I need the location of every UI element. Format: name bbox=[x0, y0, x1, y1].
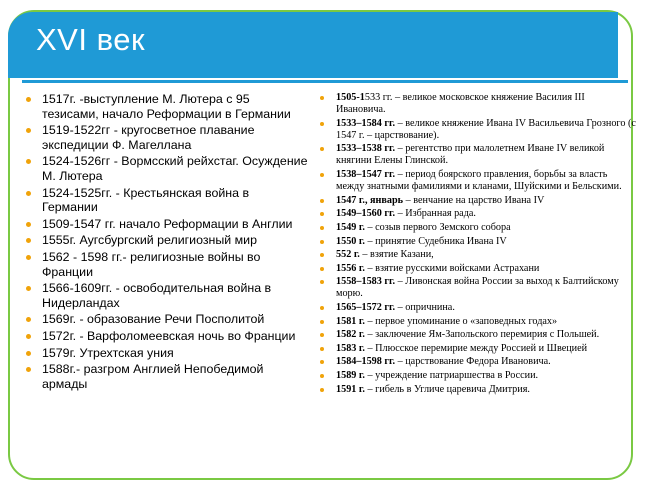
list-item: 1579г. Утрехтская уния bbox=[22, 346, 308, 361]
list-item-text: – Плюсское перемирие между Россией и Швецией bbox=[364, 342, 588, 354]
list-item bbox=[316, 263, 636, 275]
list-item bbox=[316, 222, 636, 234]
title-underline bbox=[22, 80, 628, 83]
list-item bbox=[316, 370, 636, 382]
list-item-text: – период боярского правления, борьбы за власть между знатными фамилиями и кланами, Шуйскими и Бельскими. bbox=[336, 169, 622, 193]
list-item bbox=[316, 302, 636, 314]
right-bullet-list bbox=[316, 92, 636, 396]
list-item-date: 1550 г. bbox=[336, 235, 365, 247]
list-item-date: 1583 г. bbox=[336, 342, 365, 354]
list-item-text: – великое княжение Ивана IV Васильевича Грозного (с 1547 г. – царствование). bbox=[336, 117, 636, 141]
list-item-date: 1549–1560 гг. bbox=[336, 208, 396, 220]
list-item bbox=[316, 356, 636, 368]
list-item: 1524-1526гг - Вормсский рейхстаг. Осуждение М. Лютера bbox=[22, 154, 308, 183]
list-item-date: 1533–1584 гг. bbox=[336, 117, 396, 129]
list-item-date: 1582 г. bbox=[336, 329, 365, 341]
list-item-date: 1581 г. bbox=[336, 315, 365, 327]
list-item bbox=[316, 169, 636, 193]
list-item bbox=[316, 195, 636, 207]
list-item-text: – принятие Судебника Ивана IV bbox=[364, 235, 507, 247]
list-item-text: – созыв первого Земского собора bbox=[364, 221, 511, 233]
right-column bbox=[314, 92, 636, 472]
list-item-text: – гибель в Угличе царевича Дмитрия. bbox=[364, 383, 530, 395]
left-column bbox=[18, 92, 308, 472]
list-item-text: – регентство при малолетнем Иване IV великой княгини Елены Глинской. bbox=[336, 143, 605, 167]
list-item bbox=[316, 118, 636, 142]
left-bullet-list bbox=[22, 92, 308, 391]
list-item bbox=[316, 92, 636, 116]
list-item-text: – заключение Ям-Запольского перемирия с Польшей. bbox=[364, 329, 600, 341]
list-item-date: 1558–1583 гг. bbox=[336, 276, 396, 288]
list-item-date: 1505-1 bbox=[336, 92, 365, 103]
list-item-text: – Избранная рада. bbox=[395, 208, 476, 220]
list-item-date: 1589 г. bbox=[336, 369, 365, 381]
content-columns bbox=[18, 92, 636, 472]
list-item-date: 1591 г. bbox=[336, 383, 365, 395]
list-item: 1517г. -выступление М. Лютера с 95 тезисами, начало Реформации в Германии bbox=[22, 92, 308, 121]
list-item bbox=[316, 329, 636, 341]
list-item: 1524-1525гг. - Крестьянская война в Германии bbox=[22, 186, 308, 215]
list-item bbox=[316, 343, 636, 355]
list-item: 1569г. - образование Речи Посполитой bbox=[22, 312, 308, 327]
list-item bbox=[316, 316, 636, 328]
title-bar bbox=[8, 12, 618, 78]
list-item bbox=[316, 249, 636, 261]
list-item: 1519-1522гг - кругосветное плавание экспедиции Ф. Магеллана bbox=[22, 123, 308, 152]
list-item-text: – опричнина. bbox=[395, 302, 455, 313]
list-item-text: – первое упоминание о «заповедных годах» bbox=[364, 315, 558, 327]
list-item: 1555г. Аугсбургский религиозный мир bbox=[22, 233, 308, 248]
list-item bbox=[316, 384, 636, 396]
list-item-date: 1565–1572 гг. bbox=[336, 302, 396, 313]
list-item-text: 533 гг. – великое московское княжение Василия III Ивановича. bbox=[336, 92, 585, 116]
list-item-date: 1533–1538 гг. bbox=[336, 143, 396, 155]
list-item bbox=[316, 276, 636, 300]
list-item-date: 1584–1598 гг. bbox=[336, 356, 396, 368]
list-item-text: – Ливонская война России за выход к Балтийскому морю. bbox=[336, 276, 619, 300]
list-item: 1572г. - Варфоломеевская ночь во Франции bbox=[22, 329, 308, 344]
list-item bbox=[316, 143, 636, 167]
list-item-text: – венчание на царство Ивана IV bbox=[403, 194, 545, 206]
list-item bbox=[316, 208, 636, 220]
list-item: 1588г.- разгром Англией Непобедимой армады bbox=[22, 362, 308, 391]
list-item-date: 1547 г., январь bbox=[336, 194, 404, 206]
list-item: 1509-1547 гг. начало Реформации в Англии bbox=[22, 217, 308, 232]
list-item: 1562 - 1598 гг.- религиозные войны во Франции bbox=[22, 250, 308, 279]
list-item: 1566-1609гг. - освободительная война в Нидерландах bbox=[22, 281, 308, 310]
list-item-date: 1556 г. bbox=[336, 262, 365, 274]
list-item-text: – взятие русскими войсками Астрахани bbox=[364, 262, 540, 274]
list-item-text: – взятие Казани, bbox=[359, 249, 434, 261]
list-item-text: – царствование Федора Ивановича. bbox=[395, 356, 551, 368]
list-item-text: – учреждение патриаршества в России. bbox=[364, 369, 539, 381]
list-item-date: 1549 г. bbox=[336, 221, 365, 233]
list-item bbox=[316, 236, 636, 248]
page-title: XVI век bbox=[36, 22, 146, 57]
list-item-date: 552 г. bbox=[336, 249, 360, 261]
list-item-date: 1538–1547 гг. bbox=[336, 169, 396, 181]
